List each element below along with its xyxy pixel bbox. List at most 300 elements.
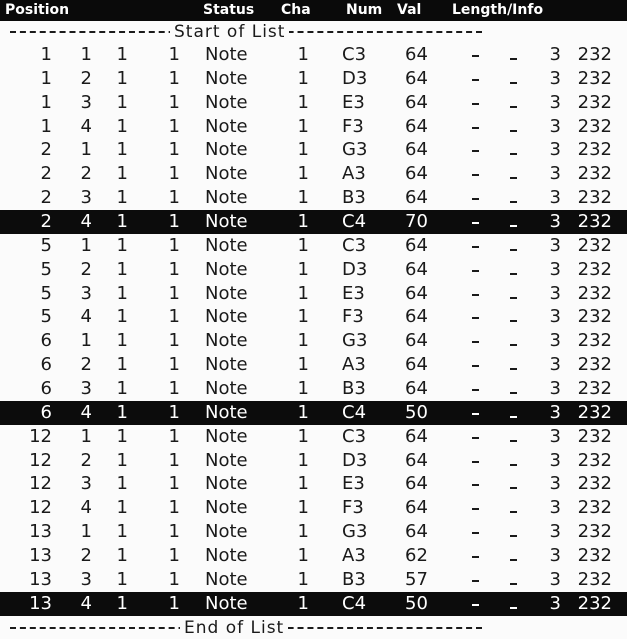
position-bar: 12: [29, 473, 52, 495]
length-separator-dash: [510, 297, 517, 299]
value-cell: 64: [405, 115, 428, 137]
status-cell: Note: [205, 497, 248, 519]
position-tick: 1: [168, 425, 180, 447]
info-cell: 232: [577, 211, 612, 232]
event-row-selected[interactable]: [0, 401, 627, 425]
length-separator-dash: [510, 320, 517, 322]
position-tick: 1: [168, 67, 180, 89]
position-division: 1: [116, 354, 128, 376]
position-beat: 2: [80, 163, 92, 185]
status-cell: Note: [205, 163, 248, 185]
length-separator-dash: [510, 464, 517, 466]
channel-cell: 1: [297, 115, 309, 137]
status-cell: Note: [205, 544, 248, 566]
length-cell: 3: [549, 67, 561, 89]
position-division: 1: [116, 115, 128, 137]
position-division: 1: [116, 44, 128, 65]
length-cell: 3: [549, 401, 561, 423]
info-cell: 232: [577, 115, 612, 137]
position-tick: 1: [168, 354, 180, 376]
position-bar: 2: [40, 163, 52, 185]
length-separator-dash: [510, 82, 517, 84]
note-number-cell: C4: [342, 401, 367, 423]
position-division: 1: [116, 163, 128, 185]
position-division: 1: [116, 592, 128, 614]
value-cell: 64: [405, 282, 428, 304]
status-cell: Note: [205, 425, 248, 447]
position-tick: 1: [168, 330, 180, 352]
position-division: 1: [116, 568, 128, 590]
position-division: 1: [116, 425, 128, 447]
position-bar: 2: [40, 187, 52, 209]
event-row[interactable]: [0, 162, 627, 186]
length-cell: 3: [549, 473, 561, 495]
event-row[interactable]: [0, 472, 627, 496]
position-division: 1: [116, 521, 128, 542]
status-cell: Note: [205, 592, 248, 614]
position-bar: 13: [29, 568, 52, 590]
length-separator-dash: [510, 440, 517, 442]
length-separator-dash: [472, 198, 479, 200]
length-separator-dash: [472, 222, 479, 224]
info-cell: 232: [577, 258, 612, 280]
position-division: 1: [116, 330, 128, 352]
info-cell: 232: [577, 44, 612, 65]
position-division: 1: [116, 449, 128, 471]
length-separator-dash: [510, 106, 517, 108]
info-cell: 232: [577, 163, 612, 185]
note-number-cell: C4: [342, 211, 367, 232]
length-cell: 3: [549, 139, 561, 161]
channel-cell: 1: [297, 187, 309, 209]
length-separator-dash: [472, 127, 479, 129]
channel-cell: 1: [297, 44, 309, 65]
position-beat: 1: [80, 425, 92, 447]
status-cell: Note: [205, 377, 248, 399]
start-of-list-marker: [10, 22, 482, 42]
position-division: 1: [116, 473, 128, 495]
position-bar: 12: [29, 497, 52, 519]
length-cell: 3: [549, 306, 561, 328]
position-beat: 3: [80, 377, 92, 399]
position-beat: 4: [80, 401, 92, 423]
value-cell: 64: [405, 139, 428, 161]
status-cell: Note: [205, 330, 248, 352]
length-cell: 3: [549, 163, 561, 185]
position-beat: 4: [80, 306, 92, 328]
length-separator-dash: [510, 416, 517, 418]
length-cell: 3: [549, 330, 561, 352]
position-beat: 1: [80, 139, 92, 161]
event-row-selected[interactable]: [0, 592, 627, 616]
length-separator-dash: [510, 368, 517, 370]
event-row[interactable]: [0, 377, 627, 401]
position-beat: 3: [80, 282, 92, 304]
channel-cell: 1: [297, 258, 309, 280]
position-bar: 6: [40, 330, 52, 352]
position-tick: 1: [168, 544, 180, 566]
event-row[interactable]: [0, 353, 627, 377]
channel-cell: 1: [297, 91, 309, 113]
position-tick: 1: [168, 115, 180, 137]
info-cell: 232: [577, 544, 612, 566]
info-cell: 232: [577, 91, 612, 113]
length-separator-dash: [510, 201, 517, 203]
position-tick: 1: [168, 282, 180, 304]
position-division: 1: [116, 282, 128, 304]
length-cell: 3: [549, 258, 561, 280]
note-number-cell: C3: [342, 44, 367, 65]
channel-cell: 1: [297, 544, 309, 566]
info-cell: 232: [577, 139, 612, 161]
status-cell: Note: [205, 139, 248, 161]
info-cell: 232: [577, 521, 612, 542]
length-cell: 3: [549, 544, 561, 566]
position-bar: 1: [40, 44, 52, 65]
event-row[interactable]: [0, 329, 627, 353]
end-of-list-label: End of List: [180, 618, 288, 638]
note-number-cell: E3: [342, 473, 365, 495]
position-division: 1: [116, 401, 128, 423]
status-cell: Note: [205, 67, 248, 89]
position-division: 1: [116, 377, 128, 399]
position-beat: 2: [80, 67, 92, 89]
note-number-cell: D3: [342, 449, 368, 471]
note-number-cell: A3: [342, 163, 366, 185]
note-number-cell: F3: [342, 115, 364, 137]
info-cell: 232: [577, 330, 612, 352]
position-beat: 3: [80, 187, 92, 209]
header-value[interactable]: Val: [397, 2, 422, 18]
position-tick: 1: [168, 187, 180, 209]
info-cell: 232: [577, 67, 612, 89]
channel-cell: 1: [297, 521, 309, 542]
status-cell: Note: [205, 354, 248, 376]
position-beat: 4: [80, 497, 92, 519]
length-separator-dash: [472, 532, 479, 534]
channel-cell: 1: [297, 163, 309, 185]
position-beat: 1: [80, 44, 92, 65]
length-cell: 3: [549, 234, 561, 256]
channel-cell: 1: [297, 354, 309, 376]
length-cell: 3: [549, 521, 561, 542]
channel-cell: 1: [297, 139, 309, 161]
position-tick: 1: [168, 139, 180, 161]
position-bar: 6: [40, 377, 52, 399]
position-bar: 12: [29, 425, 52, 447]
length-separator-dash: [472, 294, 479, 296]
channel-cell: 1: [297, 449, 309, 471]
status-cell: Note: [205, 115, 248, 137]
status-cell: Note: [205, 401, 248, 423]
length-cell: 3: [549, 354, 561, 376]
status-cell: Note: [205, 91, 248, 113]
position-bar: 5: [40, 282, 52, 304]
position-tick: 1: [168, 44, 180, 65]
position-beat: 3: [80, 91, 92, 113]
event-row[interactable]: [0, 544, 627, 568]
status-cell: Note: [205, 449, 248, 471]
length-separator-dash: [510, 153, 517, 155]
status-cell: Note: [205, 258, 248, 280]
end-of-list-marker: [10, 618, 482, 638]
length-separator-dash: [510, 249, 517, 251]
position-division: 1: [116, 139, 128, 161]
position-division: 1: [116, 544, 128, 566]
event-row[interactable]: [0, 496, 627, 520]
position-bar: 12: [29, 449, 52, 471]
status-cell: Note: [205, 187, 248, 209]
length-cell: 3: [549, 592, 561, 614]
length-separator-dash: [472, 484, 479, 486]
channel-cell: 1: [297, 568, 309, 590]
event-row[interactable]: [0, 138, 627, 162]
event-row[interactable]: [0, 234, 627, 258]
status-cell: Note: [205, 568, 248, 590]
length-cell: 3: [549, 377, 561, 399]
status-cell: Note: [205, 521, 248, 542]
value-cell: 64: [405, 44, 428, 65]
value-cell: 64: [405, 234, 428, 256]
position-tick: 1: [168, 449, 180, 471]
length-separator-dash: [472, 389, 479, 391]
value-cell: 50: [405, 401, 428, 423]
column-header-bar: [0, 0, 627, 21]
length-separator-dash: [510, 392, 517, 394]
note-number-cell: C4: [342, 592, 367, 614]
position-tick: 1: [168, 306, 180, 328]
note-number-cell: B3: [342, 377, 366, 399]
length-cell: 3: [549, 425, 561, 447]
length-separator-dash: [510, 273, 517, 275]
position-bar: 13: [29, 521, 52, 542]
event-row[interactable]: [0, 568, 627, 592]
info-cell: 232: [577, 425, 612, 447]
length-separator-dash: [510, 535, 517, 537]
header-status[interactable]: Status: [203, 2, 255, 18]
length-separator-dash: [472, 341, 479, 343]
length-separator-dash: [472, 55, 479, 57]
info-cell: 232: [577, 306, 612, 328]
channel-cell: 1: [297, 211, 309, 232]
event-row[interactable]: [0, 67, 627, 91]
position-beat: 4: [80, 115, 92, 137]
value-cell: 64: [405, 163, 428, 185]
status-cell: Note: [205, 282, 248, 304]
position-division: 1: [116, 67, 128, 89]
length-separator-dash: [472, 508, 479, 510]
note-number-cell: C3: [342, 234, 367, 256]
position-tick: 1: [168, 473, 180, 495]
info-cell: 232: [577, 187, 612, 209]
length-separator-dash: [510, 177, 517, 179]
length-separator-dash: [472, 556, 479, 558]
note-number-cell: D3: [342, 258, 368, 280]
position-beat: 4: [80, 211, 92, 232]
position-beat: 2: [80, 258, 92, 280]
value-cell: 57: [405, 568, 428, 590]
length-cell: 3: [549, 449, 561, 471]
value-cell: 64: [405, 187, 428, 209]
value-cell: 64: [405, 377, 428, 399]
status-cell: Note: [205, 211, 248, 232]
start-of-list-label: Start of List: [170, 22, 289, 42]
note-number-cell: G3: [342, 521, 368, 542]
position-bar: 1: [40, 115, 52, 137]
length-separator-dash: [510, 487, 517, 489]
status-cell: Note: [205, 234, 248, 256]
info-cell: 232: [577, 282, 612, 304]
channel-cell: 1: [297, 234, 309, 256]
header-number[interactable]: Num: [346, 2, 383, 18]
event-row[interactable]: [0, 305, 627, 329]
channel-cell: 1: [297, 330, 309, 352]
value-cell: 64: [405, 425, 428, 447]
info-cell: 232: [577, 401, 612, 423]
info-cell: 232: [577, 473, 612, 495]
event-row[interactable]: [0, 43, 627, 67]
header-channel[interactable]: Cha: [281, 2, 311, 18]
value-cell: 64: [405, 91, 428, 113]
position-tick: 1: [168, 592, 180, 614]
note-number-cell: E3: [342, 91, 365, 113]
length-separator-dash: [472, 103, 479, 105]
note-number-cell: D3: [342, 67, 368, 89]
position-tick: 1: [168, 377, 180, 399]
length-separator-dash: [472, 461, 479, 463]
position-tick: 1: [168, 521, 180, 542]
info-cell: 232: [577, 592, 612, 614]
info-cell: 232: [577, 354, 612, 376]
channel-cell: 1: [297, 497, 309, 519]
length-separator-dash: [472, 604, 479, 606]
length-separator-dash: [510, 58, 517, 60]
length-separator-dash: [472, 413, 479, 415]
note-number-cell: G3: [342, 139, 368, 161]
position-beat: 3: [80, 473, 92, 495]
length-cell: 3: [549, 44, 561, 65]
info-cell: 232: [577, 377, 612, 399]
length-separator-dash: [472, 580, 479, 582]
status-cell: Note: [205, 306, 248, 328]
position-tick: 1: [168, 234, 180, 256]
length-cell: 3: [549, 568, 561, 590]
value-cell: 64: [405, 258, 428, 280]
position-bar: 6: [40, 354, 52, 376]
length-cell: 3: [549, 91, 561, 113]
info-cell: 232: [577, 568, 612, 590]
position-tick: 1: [168, 568, 180, 590]
status-cell: Note: [205, 473, 248, 495]
value-cell: 70: [405, 211, 428, 232]
event-row[interactable]: [0, 449, 627, 473]
length-separator-dash: [510, 130, 517, 132]
position-bar: 2: [40, 139, 52, 161]
event-row[interactable]: [0, 186, 627, 210]
event-row[interactable]: [0, 282, 627, 306]
position-beat: 2: [80, 544, 92, 566]
position-beat: 1: [80, 234, 92, 256]
event-row[interactable]: [0, 258, 627, 282]
value-cell: 64: [405, 354, 428, 376]
note-number-cell: F3: [342, 306, 364, 328]
length-separator-dash: [472, 174, 479, 176]
position-division: 1: [116, 211, 128, 232]
position-beat: 2: [80, 449, 92, 471]
value-cell: 64: [405, 330, 428, 352]
channel-cell: 1: [297, 592, 309, 614]
length-separator-dash: [472, 270, 479, 272]
length-separator-dash: [472, 365, 479, 367]
length-separator-dash: [510, 225, 517, 227]
header-position[interactable]: Position: [5, 2, 70, 18]
channel-cell: 1: [297, 67, 309, 89]
length-separator-dash: [472, 246, 479, 248]
event-row[interactable]: [0, 115, 627, 139]
header-length-info[interactable]: Length/Info: [452, 2, 544, 18]
length-separator-dash: [472, 79, 479, 81]
value-cell: 62: [405, 544, 428, 566]
channel-cell: 1: [297, 473, 309, 495]
position-beat: 2: [80, 354, 92, 376]
status-cell: Note: [205, 44, 248, 65]
note-number-cell: A3: [342, 354, 366, 376]
position-division: 1: [116, 91, 128, 113]
event-row[interactable]: [0, 425, 627, 449]
length-separator-dash: [510, 607, 517, 609]
position-bar: 13: [29, 544, 52, 566]
position-division: 1: [116, 497, 128, 519]
note-number-cell: E3: [342, 282, 365, 304]
channel-cell: 1: [297, 401, 309, 423]
length-cell: 3: [549, 115, 561, 137]
position-beat: 1: [80, 330, 92, 352]
value-cell: 64: [405, 449, 428, 471]
channel-cell: 1: [297, 377, 309, 399]
length-separator-dash: [472, 437, 479, 439]
position-division: 1: [116, 306, 128, 328]
note-number-cell: A3: [342, 544, 366, 566]
event-row-selected[interactable]: [0, 210, 627, 234]
length-separator-dash: [510, 583, 517, 585]
length-cell: 3: [549, 497, 561, 519]
value-cell: 64: [405, 521, 428, 542]
length-separator-dash: [510, 344, 517, 346]
length-separator-dash: [510, 559, 517, 561]
position-bar: 6: [40, 401, 52, 423]
event-row[interactable]: [0, 520, 627, 544]
note-number-cell: C3: [342, 425, 367, 447]
position-bar: 5: [40, 258, 52, 280]
length-separator-dash: [472, 317, 479, 319]
length-cell: 3: [549, 211, 561, 232]
position-bar: 2: [40, 211, 52, 232]
position-beat: 3: [80, 568, 92, 590]
value-cell: 64: [405, 306, 428, 328]
position-beat: 1: [80, 521, 92, 542]
position-tick: 1: [168, 91, 180, 113]
info-cell: 232: [577, 234, 612, 256]
length-cell: 3: [549, 187, 561, 209]
position-tick: 1: [168, 258, 180, 280]
channel-cell: 1: [297, 425, 309, 447]
position-division: 1: [116, 187, 128, 209]
info-cell: 232: [577, 497, 612, 519]
position-tick: 1: [168, 401, 180, 423]
value-cell: 64: [405, 67, 428, 89]
event-row[interactable]: [0, 91, 627, 115]
length-separator-dash: [472, 150, 479, 152]
